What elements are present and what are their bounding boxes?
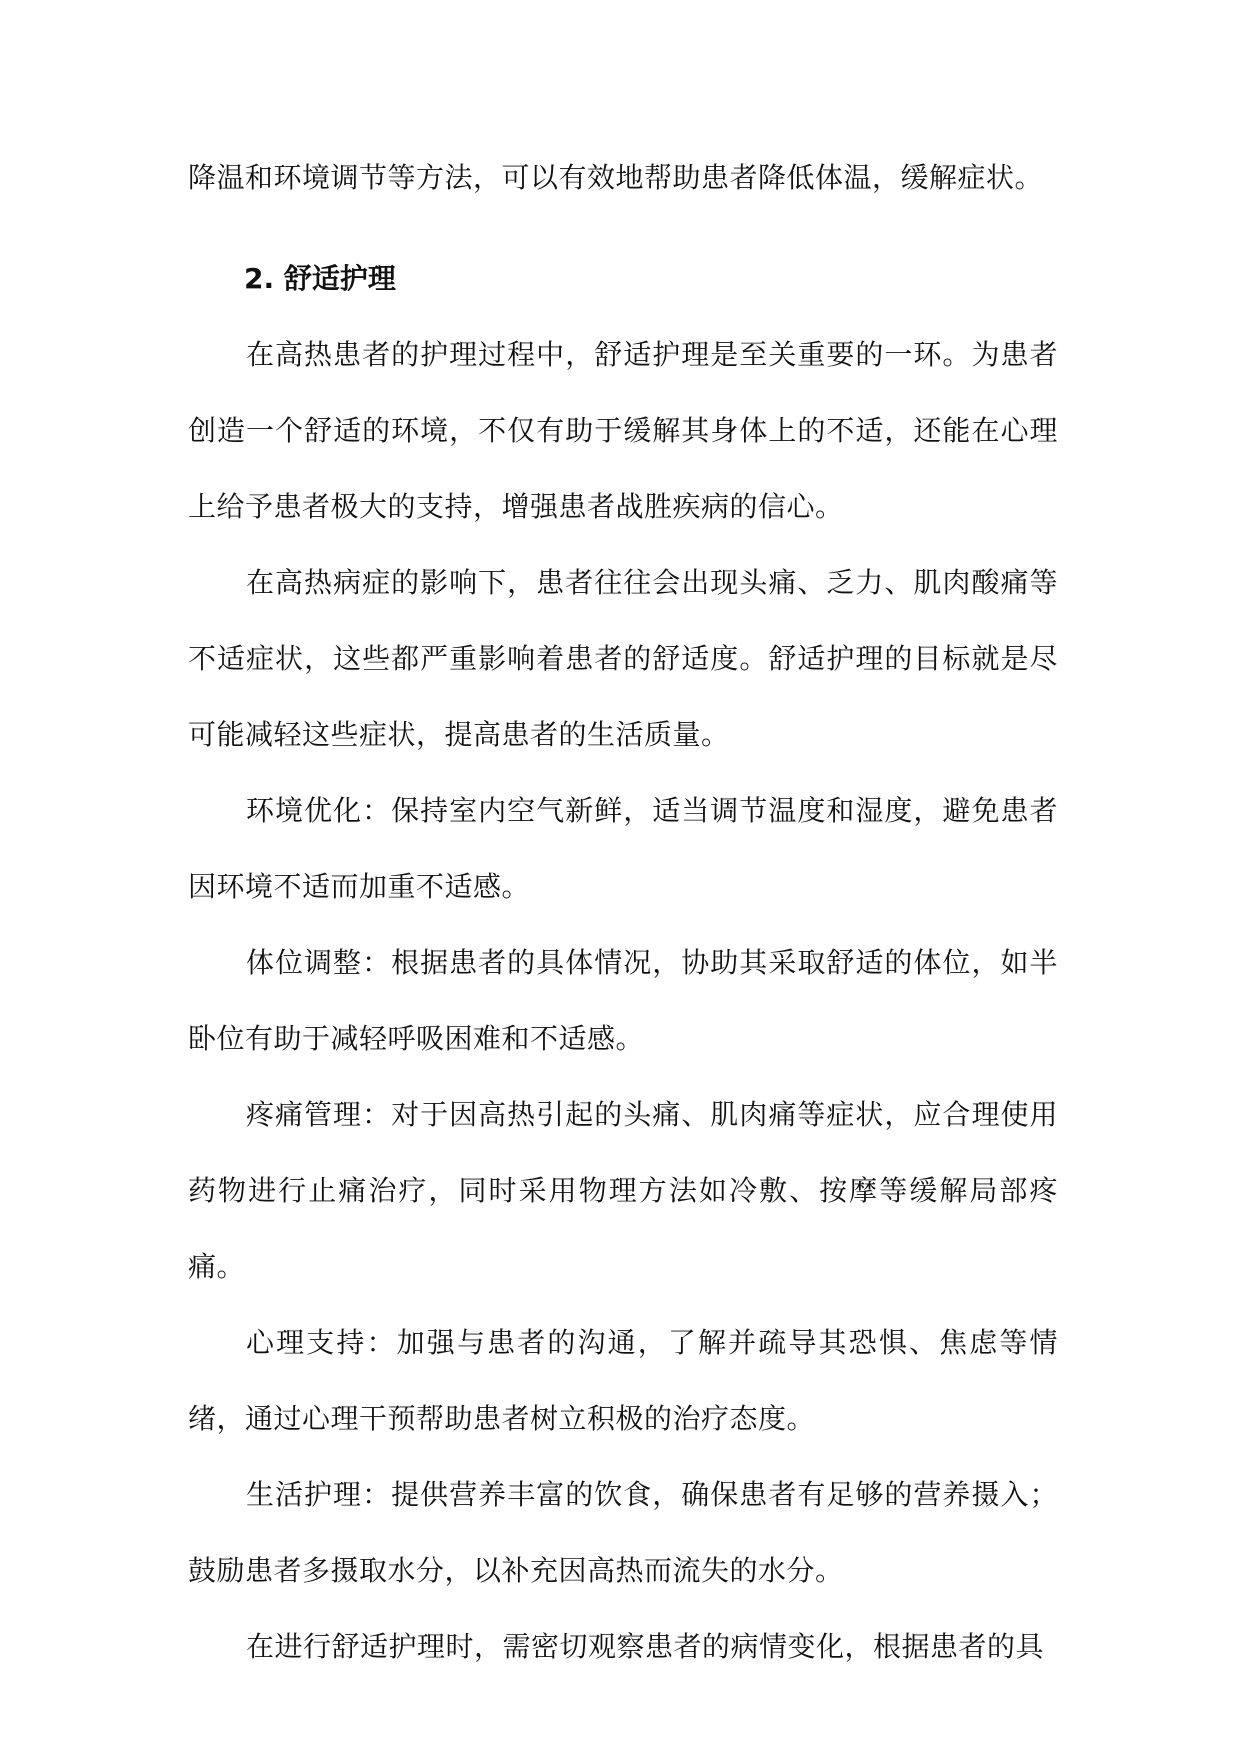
paragraph-pain: 疼痛管理：对于因高热引起的头痛、肌肉痛等症状，应合理使用药物进行止痛治疗，同时采用物理方法如冷敷、按摩等缓解局部疼痛。 <box>188 1098 1058 1283</box>
paragraph-environment: 环境优化：保持室内空气新鲜，适当调节温度和湿度，避免患者因环境不适而加重不适感。 <box>188 794 1058 903</box>
paragraph-symptoms: 在高热病症的影响下，患者往往会出现头痛、乏力、肌肉酸痛等不适症状，这些都严重影响着患者的舒适度。舒适护理的目标就是尽可能减轻这些症状，提高患者的生活质量。 <box>188 566 1058 751</box>
paragraph-posture: 体位调整：根据患者的具体情况，协助其采取舒适的体位，如半卧位有助于减轻呼吸困难和不适感。 <box>188 946 1058 1055</box>
continuation-paragraph: 降温和环境调节等方法，可以有效地帮助患者降低体温，缓解症状。 <box>188 161 1044 194</box>
paragraph-intro: 在高热患者的护理过程中，舒适护理是至关重要的一环。为患者创造一个舒适的环境，不仅有助于缓解其身体上的不适，还能在心理上给予患者极大的支持，增强患者战胜疾病的信心。 <box>188 338 1058 523</box>
paragraph-daily-care: 生活护理：提供营养丰富的饮食，确保患者有足够的营养摄入；鼓励患者多摄取水分，以补充因高热而流失的水分。 <box>188 1478 1058 1587</box>
document-body <box>188 140 1058 1685</box>
paragraph-observation: 在进行舒适护理时，需密切观察患者的病情变化，根据患者的具 <box>246 1630 1045 1663</box>
section-heading: 2. 舒适护理 <box>244 262 396 295</box>
paragraph-psychology: 心理支持：加强与患者的沟通，了解并疏导其恐惧、焦虑等情绪，通过心理干预帮助患者树立积极的治疗态度。 <box>188 1326 1058 1435</box>
